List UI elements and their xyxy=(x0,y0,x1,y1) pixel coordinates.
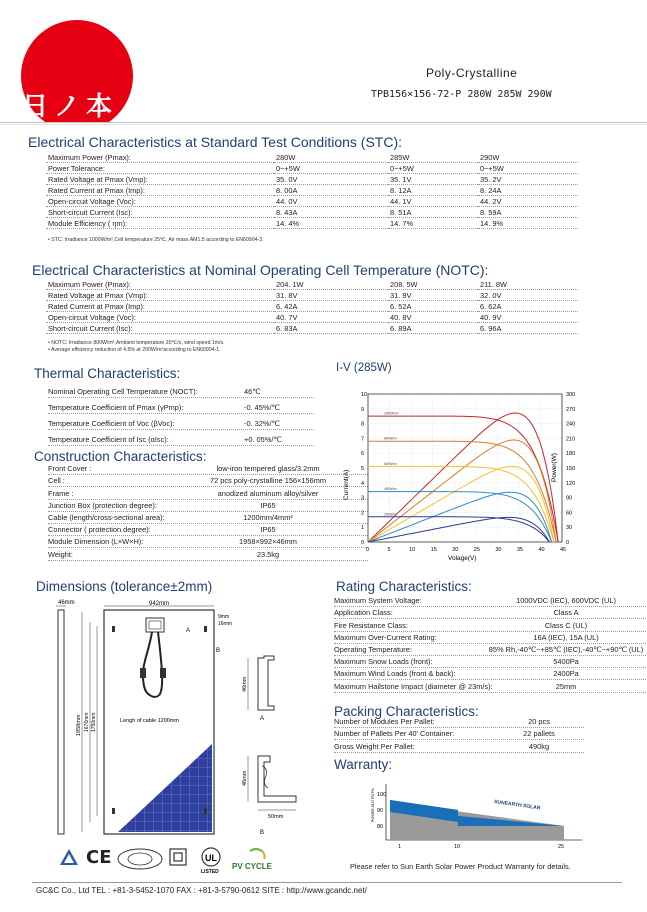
header-divider-secondary xyxy=(0,124,647,125)
iv-ylabel: Current(A) xyxy=(343,469,350,500)
thermal-label: Temperature Coefficient of Voc (βVoc): xyxy=(48,419,175,428)
stc-table xyxy=(46,151,578,229)
iv-y-tick: 4 xyxy=(361,480,365,487)
iv-y-tick: 10 xyxy=(361,392,368,398)
construction-value: 1958×992×46mm xyxy=(239,537,297,547)
iv-y-tick: 9 xyxy=(361,406,365,413)
iv-y-tick: 1 xyxy=(361,525,365,532)
thermal-label: Temperature Coefficient of Pmax (γPmp): xyxy=(48,403,184,412)
iv-irradiance-label: 800W/m² xyxy=(384,436,397,441)
rating-label: Maximum Hailstone Impact (diameter @ 23m/s): xyxy=(334,681,493,691)
warranty-brand: SUNEARTH SOLAR xyxy=(493,799,541,812)
packing-title: Packing Characteristics: xyxy=(334,704,479,719)
packing-label: Number of Pallets Per 40' Container: xyxy=(334,729,455,739)
stc-value: 8. 59A xyxy=(478,206,578,217)
construction-row xyxy=(48,463,368,475)
iv-x-tick: 15 xyxy=(430,547,437,553)
iv-y2-tick: 210 xyxy=(566,436,576,443)
packing-row xyxy=(334,716,584,728)
warranty-chart xyxy=(360,782,590,858)
warranty-title: Warranty: xyxy=(334,757,393,772)
noct-row xyxy=(46,289,578,300)
rating-value: Class A xyxy=(553,608,579,618)
iv-x-tick: 25 xyxy=(473,547,480,553)
iv-x-tick: 45 xyxy=(560,547,567,553)
noct-value: 6. 89A xyxy=(388,322,478,333)
noct-value: 6. 62A xyxy=(478,300,578,311)
stc-label: Short-circuit Current (Isc): xyxy=(46,206,274,217)
stc-label: Module Efficiency ( ηm): xyxy=(46,217,274,228)
iv-curve-chart xyxy=(336,382,586,562)
noct-value: 6. 42A xyxy=(274,300,388,311)
iv-y2-tick: 300 xyxy=(566,392,576,398)
header-divider xyxy=(0,122,647,123)
iv-x-tick: 35 xyxy=(516,547,524,553)
thermal-value: 46℃ xyxy=(244,387,261,396)
frame-profile-a xyxy=(258,656,274,710)
iv-xlabel: Volage(V) xyxy=(448,555,477,562)
thermal-value: +0. 05%/℃ xyxy=(244,435,282,444)
stc-value: 44. 1V xyxy=(388,195,478,206)
noct-value: 40. 9V xyxy=(478,311,578,322)
side-profile xyxy=(58,610,64,834)
warranty-x-tick-10: 10 xyxy=(454,844,461,850)
rating-row xyxy=(334,595,646,607)
stc-row xyxy=(46,206,578,217)
noct-row xyxy=(46,322,578,333)
construction-value: low-iron tempered glass/3.2mm xyxy=(216,464,320,474)
rating-row xyxy=(334,632,646,644)
stc-label: Power Tolerance: xyxy=(46,162,274,173)
stc-value: 0~+5W xyxy=(274,162,388,173)
construction-row xyxy=(48,475,368,487)
stc-row xyxy=(46,195,578,206)
construction-value: 72 pcs poly-crystalline 156×156mm xyxy=(209,476,327,486)
construction-label: Cell : xyxy=(48,476,65,486)
construction-row xyxy=(48,524,368,536)
ul-listed-text: LISTED xyxy=(201,869,219,875)
rating-value: 2400Pa xyxy=(553,669,579,679)
stc-label: Rated Current at Pmax (Imp): xyxy=(46,184,274,195)
iv-y2-tick: 120 xyxy=(566,480,576,487)
stc-value: 8. 24A xyxy=(478,184,578,195)
rating-row xyxy=(334,619,646,631)
pv-cycle-text: PV CYCLE xyxy=(232,862,273,871)
height-inner-label-2: 1750mm xyxy=(91,712,97,732)
noct-title: Electrical Characteristics at Nominal Operating Cell Temperature (NOTC): xyxy=(32,262,489,278)
stc-label: Open-circuit Voltage (Voc): xyxy=(46,195,274,206)
pv-cycle-logo-icon xyxy=(230,847,282,875)
rating-row xyxy=(334,644,646,656)
iv-irradiance-label: 200W/m² xyxy=(384,512,397,517)
warranty-y-tick-90: 90 xyxy=(377,808,384,814)
thermal-label: Temperature Coefficient of Isc (αIsc): xyxy=(48,435,169,444)
stc-value: 14. 9% xyxy=(478,217,578,228)
noct-value: 40. 7V xyxy=(274,311,388,322)
iv-y-tick: 8 xyxy=(361,421,365,428)
noct-value: 6. 52A xyxy=(388,300,478,311)
rating-value: 16A (IEC), 15A (UL) xyxy=(533,632,599,642)
stc-row xyxy=(46,173,578,184)
construction-value: anodized aluminum alloy/silver xyxy=(217,488,319,498)
noct-value: 31. 9V xyxy=(388,289,478,300)
stc-value: 14. 4% xyxy=(274,217,388,228)
rating-row xyxy=(334,668,646,680)
noct-row xyxy=(46,278,578,289)
module-dimension-drawing xyxy=(36,596,326,846)
construction-label: Weight: xyxy=(48,549,73,559)
jb-width-label: 16mm xyxy=(218,621,232,627)
rating-title: Rating Characteristics: xyxy=(336,579,472,594)
stc-value: 8. 00A xyxy=(274,184,388,195)
stc-title: Electrical Characteristics at Standard Test Conditions (STC): xyxy=(28,134,402,150)
packing-value: 22 pallets xyxy=(523,729,555,739)
iv-x-tick: 40 xyxy=(538,547,545,553)
warranty-y-tick-100: 100 xyxy=(377,792,387,798)
packing-label: Number of Modules Per Pallet: xyxy=(334,717,435,727)
profile-b-width: 50mm xyxy=(268,814,284,820)
construction-value: IP65 xyxy=(260,525,276,535)
thermal-title: Thermal Characteristics: xyxy=(34,366,181,381)
logo-text: 日ノ本 xyxy=(22,92,119,122)
stc-row xyxy=(46,162,578,173)
stc-value: 35. 1V xyxy=(388,173,478,184)
stc-value: 8. 12A xyxy=(388,184,478,195)
construction-label: Cable (length/cross-sectional area): xyxy=(48,512,165,522)
construction-label: Junction Box (protection degree): xyxy=(48,500,157,510)
stc-value: 0~+5W xyxy=(478,162,578,173)
header xyxy=(0,0,647,122)
iv-y2-tick: 90 xyxy=(566,495,573,502)
stc-label: Rated Voltage at Pmax (Vmp): xyxy=(46,173,274,184)
construction-label: Connector ( protection degree): xyxy=(48,525,151,535)
profile-a-label: A xyxy=(260,716,265,722)
side-width-label: 46mm xyxy=(58,600,75,606)
packing-row xyxy=(334,728,584,740)
noct-row xyxy=(46,311,578,322)
iv-y2-tick: 180 xyxy=(566,451,576,458)
product-type: Poly-Crystalline xyxy=(426,66,518,80)
frame-profile-b xyxy=(258,756,296,802)
iv-y2-tick: 150 xyxy=(566,466,576,472)
noct-table xyxy=(46,278,578,334)
rating-label: Maximum Snow Loads (front): xyxy=(334,657,433,667)
rating-label: Operating Temperature: xyxy=(334,644,412,654)
stc-row xyxy=(46,151,578,162)
construction-row xyxy=(48,487,368,499)
stc-note: • STC: Irradiance 1000W/m²,Cell temperature 25℃, Air mass AM1.5 according to EN60904-3. xyxy=(48,237,264,243)
noct-value: 6. 83A xyxy=(274,322,388,333)
noct-value: 40. 8V xyxy=(388,311,478,322)
stc-label: Maximum Power (Pmax): xyxy=(46,151,274,162)
iv-y2label: Power(W) xyxy=(551,453,558,482)
rating-label: Fire Resistance Class: xyxy=(334,620,408,630)
noct-note-2: • Average efficiency reduction of 4.5% at 200W/m²according to EN60904-1. xyxy=(48,347,221,353)
section-a-marker: A xyxy=(186,628,191,634)
section-b-marker: B xyxy=(216,648,221,654)
ce-mark-icon: CE xyxy=(86,847,112,868)
iv-y2-tick: 270 xyxy=(566,406,576,413)
iv-y2-tick: 240 xyxy=(566,421,576,428)
construction-value: 1200mm/4mm² xyxy=(243,512,293,522)
construction-row xyxy=(48,512,368,524)
tuv-logo-icon xyxy=(58,847,80,869)
dimensions-title: Dimensions (tolerance±2mm) xyxy=(36,579,213,594)
iv-x-tick: 0 xyxy=(366,547,370,553)
iv-y2-tick: 30 xyxy=(566,525,573,532)
noct-value: 32. 0V xyxy=(478,289,578,300)
rating-row xyxy=(334,656,646,668)
noct-label: Rated Voltage at Pmax (Vmp): xyxy=(46,289,274,300)
rating-value: 1000VDC (IEC), 600VDC (UL) xyxy=(516,596,616,606)
rating-label: Maximum System Voltage: xyxy=(334,596,422,606)
stc-value: 8. 43A xyxy=(274,206,388,217)
iv-x-tick: 20 xyxy=(452,547,459,553)
noct-label: Open-circuit Voltage (Voc): xyxy=(46,311,274,322)
warranty-ylabel: POWER OUT PUT% xyxy=(371,788,375,822)
product-model-line: TPB156×156-72-P 280W 285W 290W xyxy=(371,89,552,100)
stc-value: 285W xyxy=(388,151,478,162)
profile-a-height: 46mm xyxy=(242,676,248,692)
thermal-value: -0. 32%/℃ xyxy=(244,419,280,428)
rating-label: Maximum Over-Current Rating: xyxy=(334,632,437,642)
noct-row xyxy=(46,300,578,311)
rating-row xyxy=(334,680,646,692)
construction-title: Construction Characteristics: xyxy=(34,449,207,464)
noct-value: 208. 5W xyxy=(388,278,478,289)
cable-length-label: Lengh of cable 1200mm xyxy=(120,718,180,724)
noct-value: 31. 8V xyxy=(274,289,388,300)
stc-value: 14. 7% xyxy=(388,217,478,228)
noct-value: 204. 1W xyxy=(274,278,388,289)
iv-x-tick: 5 xyxy=(387,547,391,553)
stc-row xyxy=(46,184,578,195)
jb-height-label: 9mm xyxy=(218,614,230,620)
packing-value: 490kg xyxy=(528,741,550,751)
iv-irradiance-label: 600W/m² xyxy=(384,461,397,466)
thermal-label: Nominal Operating Cell Temperature (NOCT): xyxy=(48,387,198,396)
rating-value: 25mm xyxy=(555,681,577,691)
noct-note-1: • NOTC: Irradiance 800W/m²,Ambient temperature 20℃/s, wind speed 1m/s. xyxy=(48,340,225,346)
iv-x-tick: 30 xyxy=(495,547,502,553)
rating-row xyxy=(334,607,646,619)
construction-row xyxy=(48,548,368,560)
stc-value: 44. 2V xyxy=(478,195,578,206)
footer-divider xyxy=(32,882,622,883)
profile-b-label: B xyxy=(260,830,265,836)
packing-label: Gross Weight Per Pallet: xyxy=(334,741,415,751)
stc-value: 35. 2V xyxy=(478,173,578,184)
stc-value: 35. 0V xyxy=(274,173,388,184)
iv-irradiance-label: 1000W/m² xyxy=(384,411,399,416)
thermal-row xyxy=(48,382,314,398)
construction-label: Front Cover : xyxy=(48,464,92,474)
stc-value: 290W xyxy=(478,151,578,162)
construction-label: Module Dimension (L×W×H): xyxy=(48,537,144,547)
class-ii-icon xyxy=(168,847,188,869)
stc-value: 0~+5W xyxy=(388,162,478,173)
thermal-row xyxy=(48,414,314,430)
iv-y2-tick: 60 xyxy=(566,510,573,517)
rating-label: Application Class: xyxy=(334,608,393,618)
thermal-row xyxy=(48,398,314,414)
iv-y-tick: 7 xyxy=(361,436,365,443)
rating-label: Maximum Wind Loads (front & back): xyxy=(334,669,456,679)
warranty-note: Please refer to Sun Earth Solar Power Product Warranty for details. xyxy=(350,862,571,871)
iv-irradiance-label: 400W/m² xyxy=(384,487,397,492)
construction-value: IP65 xyxy=(260,500,276,510)
certification-logos xyxy=(58,847,338,875)
construction-row xyxy=(48,500,368,512)
rating-value: 85% Rh,-40℃~+85℃ (IEC),-40℃~+90℃ (UL) xyxy=(488,644,644,654)
noct-value: 6. 96A xyxy=(478,322,578,333)
warranty-x-tick-1: 1 xyxy=(398,844,402,850)
height-total-label: 1958mm xyxy=(76,714,82,736)
height-inner-label-1: 1676mm xyxy=(84,712,90,732)
warranty-y-tick-80: 80 xyxy=(377,824,384,830)
width-total-label: 942mm xyxy=(149,601,170,607)
profile-b-height: 46mm xyxy=(242,770,248,786)
iec-logo-icon xyxy=(116,847,164,871)
iv-y-tick: 0 xyxy=(361,540,365,546)
stc-row xyxy=(46,217,578,228)
iv-chart-title: I-V (285W) xyxy=(336,362,392,374)
thermal-row xyxy=(48,430,314,446)
noct-value: 211. 8W xyxy=(478,278,578,289)
construction-value: 23.5kg xyxy=(256,549,280,559)
construction-label: Frame : xyxy=(48,488,74,498)
packing-row xyxy=(334,740,584,752)
iv-y-tick: 2 xyxy=(361,510,365,517)
noct-label: Maximum Power (Pmax): xyxy=(46,278,274,289)
rating-value: Class C (UL) xyxy=(544,620,588,630)
junction-box xyxy=(146,618,164,632)
noct-label: Rated Current at Pmax (Imp): xyxy=(46,300,274,311)
footer-contact: GC&C Co., Ltd TEL : +81-3-5452-1070 FAX : +81-3-5790-0612 SITE : http://www.gcandc.net/ xyxy=(36,886,367,895)
stc-value: 8. 51A xyxy=(388,206,478,217)
ul-listed-logo-icon xyxy=(198,847,224,875)
noct-label: Short-circuit Current (Isc): xyxy=(46,322,274,333)
stc-value: 44. 0V xyxy=(274,195,388,206)
warranty-x-tick-25: 25 xyxy=(558,844,565,850)
iv-y2-tick: 0 xyxy=(566,540,570,546)
iv-y-tick: 3 xyxy=(361,495,365,502)
stc-value: 280W xyxy=(274,151,388,162)
rating-value: 5400Pa xyxy=(553,657,579,667)
construction-row xyxy=(48,536,368,548)
ul-text: UL xyxy=(205,853,217,863)
thermal-value: -0. 45%/℃ xyxy=(244,403,280,412)
iv-x-tick: 10 xyxy=(409,547,416,553)
packing-value: 20 pcs xyxy=(528,717,550,727)
iv-y-tick: 5 xyxy=(361,466,365,472)
iv-y-tick: 6 xyxy=(361,451,365,458)
